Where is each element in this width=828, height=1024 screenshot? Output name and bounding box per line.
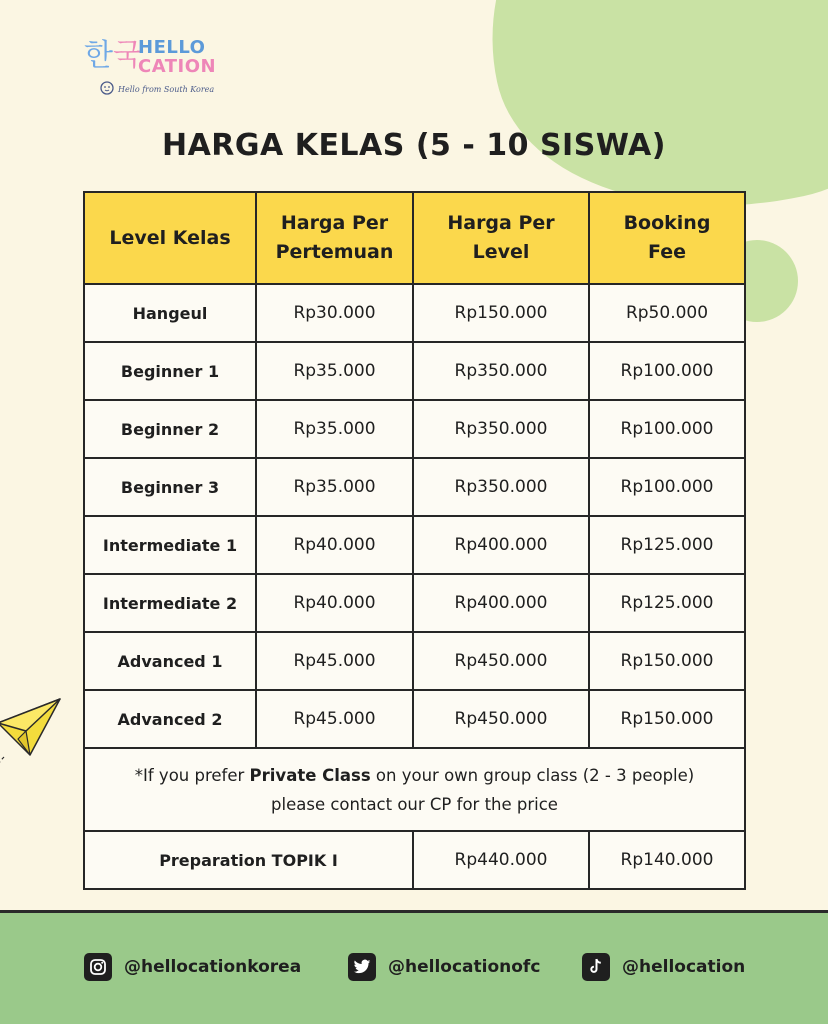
note-prefix: *If you prefer	[134, 765, 250, 785]
booking-fee-cell: Rp150.000	[589, 632, 745, 690]
note-line2: please contact our CP for the price	[271, 794, 558, 814]
page-title: HARGA KELAS (5 - 10 SISWA)	[161, 128, 666, 163]
price-per-meeting-cell: Rp45.000	[256, 632, 413, 690]
table-header-row	[84, 192, 745, 284]
price-per-meeting-cell: Rp35.000	[256, 458, 413, 516]
level-cell: Beginner 1	[84, 342, 256, 400]
header-level-kelas: Level Kelas	[84, 192, 256, 284]
logo-cation: CATION	[138, 56, 217, 77]
tiktok-handle: @hellocation	[622, 957, 746, 977]
tiktok-icon	[582, 953, 610, 981]
logo-hello: HELLO	[138, 37, 206, 58]
instagram-link[interactable]	[84, 953, 301, 981]
logo-hangul	[84, 40, 142, 72]
header-harga-per-level-text: Harga Per Level	[447, 212, 555, 263]
price-per-level-cell: Rp400.000	[413, 516, 589, 574]
price-table	[83, 191, 746, 890]
private-class-note-row	[84, 748, 745, 831]
price-per-level-cell: Rp450.000	[413, 690, 589, 748]
table-row	[84, 632, 745, 690]
paper-plane-icon	[0, 695, 66, 770]
price-per-level-cell: Rp350.000	[413, 400, 589, 458]
topik-booking-fee-cell: Rp140.000	[589, 831, 745, 889]
table-row	[84, 342, 745, 400]
logo-hangul-guk: 국	[112, 38, 142, 73]
price-per-level-cell: Rp350.000	[413, 342, 589, 400]
price-per-meeting-cell: Rp30.000	[256, 284, 413, 342]
booking-fee-cell: Rp125.000	[589, 516, 745, 574]
private-class-note	[84, 748, 745, 831]
booking-fee-cell: Rp125.000	[589, 574, 745, 632]
note-private-class: Private Class	[249, 765, 371, 785]
booking-fee-cell: Rp150.000	[589, 690, 745, 748]
twitter-handle: @hellocationofc	[388, 957, 541, 977]
level-cell: Advanced 1	[84, 632, 256, 690]
instagram-icon	[84, 953, 112, 981]
level-cell: Advanced 2	[84, 690, 256, 748]
tiktok-link[interactable]	[582, 953, 745, 981]
level-cell: Beginner 3	[84, 458, 256, 516]
topik-label-cell: Preparation TOPIK I	[84, 831, 413, 889]
header-booking-fee	[589, 192, 745, 284]
price-per-meeting-cell: Rp40.000	[256, 516, 413, 574]
logo-tagline: Hello from South Korea	[118, 85, 215, 94]
twitter-link[interactable]	[348, 953, 540, 981]
header-harga-per-pertemuan-text: Harga Per Pertemuan	[275, 212, 394, 263]
level-cell: Intermediate 2	[84, 574, 256, 632]
price-per-meeting-cell: Rp35.000	[256, 342, 413, 400]
level-cell: Hangeul	[84, 284, 256, 342]
booking-fee-cell: Rp100.000	[589, 400, 745, 458]
booking-fee-cell: Rp100.000	[589, 458, 745, 516]
footer	[0, 910, 828, 1024]
header-harga-per-level	[413, 192, 589, 284]
logo-hangul-han: 한	[84, 38, 113, 73]
booking-fee-cell: Rp100.000	[589, 342, 745, 400]
twitter-icon	[348, 953, 376, 981]
price-per-meeting-cell: Rp40.000	[256, 574, 413, 632]
instagram-handle: @hellocationkorea	[124, 957, 302, 977]
topik-row	[84, 831, 745, 889]
booking-fee-cell: Rp50.000	[589, 284, 745, 342]
price-per-level-cell: Rp350.000	[413, 458, 589, 516]
table-row	[84, 574, 745, 632]
price-per-level-cell: Rp150.000	[413, 284, 589, 342]
price-per-level-cell: Rp400.000	[413, 574, 589, 632]
price-per-meeting-cell: Rp35.000	[256, 400, 413, 458]
table-row	[84, 284, 745, 342]
hellocation-logo	[84, 38, 234, 108]
table-row	[84, 400, 745, 458]
note-suffix: on your own group class (2 - 3 people)	[370, 765, 695, 785]
topik-price-per-level-cell: Rp440.000	[413, 831, 589, 889]
table-row	[84, 516, 745, 574]
price-per-meeting-cell: Rp45.000	[256, 690, 413, 748]
table-row	[84, 458, 745, 516]
header-harga-per-pertemuan	[256, 192, 413, 284]
price-per-level-cell: Rp450.000	[413, 632, 589, 690]
level-cell: Beginner 2	[84, 400, 256, 458]
level-cell: Intermediate 1	[84, 516, 256, 574]
header-booking-fee-text: Booking Fee	[623, 212, 711, 263]
logo-face-icon	[96, 78, 118, 98]
table-row	[84, 690, 745, 748]
